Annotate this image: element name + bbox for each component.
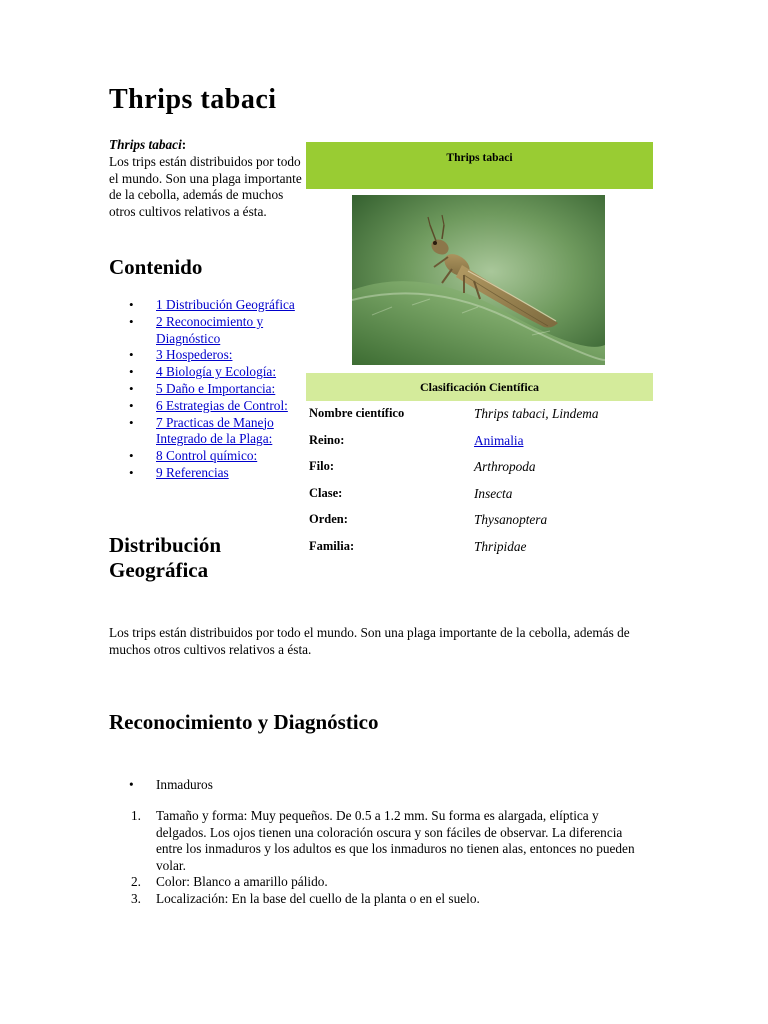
list-number: 2. bbox=[131, 874, 141, 889]
list-item bbox=[109, 891, 649, 908]
page-title: Thrips tabaci bbox=[109, 84, 277, 115]
distribution-paragraph: Los trips están distribuidos por todo el mundo. Son una plaga importante de la cebolla, además de muchos otros cultivos relativos a ésta. bbox=[109, 625, 630, 657]
list-text: Color: Blanco a amarillo pálido. bbox=[156, 874, 328, 889]
table-row bbox=[306, 507, 653, 534]
table-row bbox=[306, 454, 653, 481]
classification-table bbox=[306, 401, 653, 560]
distribution-heading: Distribución Geográfica bbox=[109, 533, 222, 582]
row-key: Reino: bbox=[309, 432, 345, 447]
toc-item bbox=[109, 465, 304, 482]
list-text: Localización: En la base del cuello de la planta o en el suelo. bbox=[156, 890, 480, 906]
toc-item bbox=[109, 364, 304, 381]
toc-link-referencias[interactable]: 9 Referencias bbox=[156, 464, 229, 480]
intro-lead-text: Thrips tabaci bbox=[109, 137, 182, 152]
row-value-cell bbox=[471, 428, 653, 455]
list-item bbox=[109, 874, 649, 891]
row-value: Thripidae bbox=[474, 538, 527, 554]
toc-link-distribucion[interactable]: 1 Distribución Geográfica bbox=[156, 297, 295, 312]
toc-item bbox=[109, 381, 304, 398]
table-row bbox=[306, 401, 653, 428]
recognition-list bbox=[109, 808, 649, 907]
toc-link-hospederos[interactable]: 3 Hospederos: bbox=[156, 347, 233, 363]
taxobox-header: Thrips tabaci bbox=[306, 142, 653, 189]
taxobox-image-cell bbox=[306, 189, 653, 373]
toc-item bbox=[109, 347, 304, 364]
recognition-bullets bbox=[109, 776, 213, 793]
row-value: Thrips tabaci, Lindema bbox=[474, 406, 599, 421]
row-key: Filo: bbox=[309, 459, 334, 473]
toc-item bbox=[109, 448, 304, 465]
intro-paragraph bbox=[109, 137, 304, 221]
table-of-contents bbox=[109, 297, 304, 482]
table-row bbox=[306, 481, 653, 508]
intro-text: Los trips están distribuidos por todo el mundo. Son una plaga importante de la cebolla, además de muchos otros cultivos relativos a ésta. bbox=[109, 153, 302, 220]
toc-item bbox=[109, 415, 304, 449]
toc-link-reconocimiento[interactable]: 2 Reconocimiento y Diagnóstico bbox=[156, 313, 264, 346]
animalia-link[interactable]: Animalia bbox=[474, 432, 524, 448]
table-row bbox=[306, 428, 653, 455]
thrips-photo bbox=[352, 195, 605, 365]
toc-item bbox=[109, 297, 304, 314]
row-value: Insecta bbox=[474, 485, 513, 501]
list-text: Tamaño y forma: Muy pequeños. De 0.5 a 1.2 mm. Su forma es alargada, elíptica y delgados. Los ojos tienen una coloración oscura y son fáciles de observar. La diferencia entre los inmaduros y los adultos es que los inmaduros no tienen alas, entonces no pueden volar. bbox=[156, 808, 635, 873]
row-key: Clase: bbox=[309, 485, 343, 500]
row-value: Arthropoda bbox=[474, 459, 536, 474]
list-item bbox=[109, 808, 649, 874]
toc-link-control-quimico[interactable]: 8 Control químico: bbox=[156, 448, 258, 464]
toc-item bbox=[109, 314, 304, 348]
list-number: 1. bbox=[131, 808, 141, 823]
row-value: Thysanoptera bbox=[474, 512, 548, 527]
row-key: Orden: bbox=[309, 512, 348, 526]
toc-link-dano[interactable]: 5 Daño e Importancia: bbox=[156, 380, 276, 396]
classification-header: Clasificación Científica bbox=[306, 373, 653, 401]
table-row bbox=[306, 534, 653, 561]
list-item: • Inmaduros bbox=[109, 776, 213, 793]
recognition-heading: Reconocimiento y Diagnóstico bbox=[109, 710, 379, 734]
list-number: 3. bbox=[131, 890, 141, 906]
toc-item bbox=[109, 398, 304, 415]
toc-link-estrategias[interactable]: 6 Estrategias de Control: bbox=[156, 397, 288, 413]
row-key: Familia: bbox=[309, 538, 355, 553]
toc-link-biologia[interactable]: 4 Biología y Ecología: bbox=[156, 364, 277, 380]
toc-link-practicas[interactable]: 7 Practicas de Manejo Integrado de la Plaga: bbox=[156, 414, 274, 447]
intro-lead bbox=[109, 137, 186, 152]
row-key: Nombre científico bbox=[309, 406, 405, 420]
contents-heading: Contenido bbox=[109, 255, 203, 279]
intro-colon: : bbox=[181, 137, 187, 152]
taxobox bbox=[306, 142, 653, 560]
